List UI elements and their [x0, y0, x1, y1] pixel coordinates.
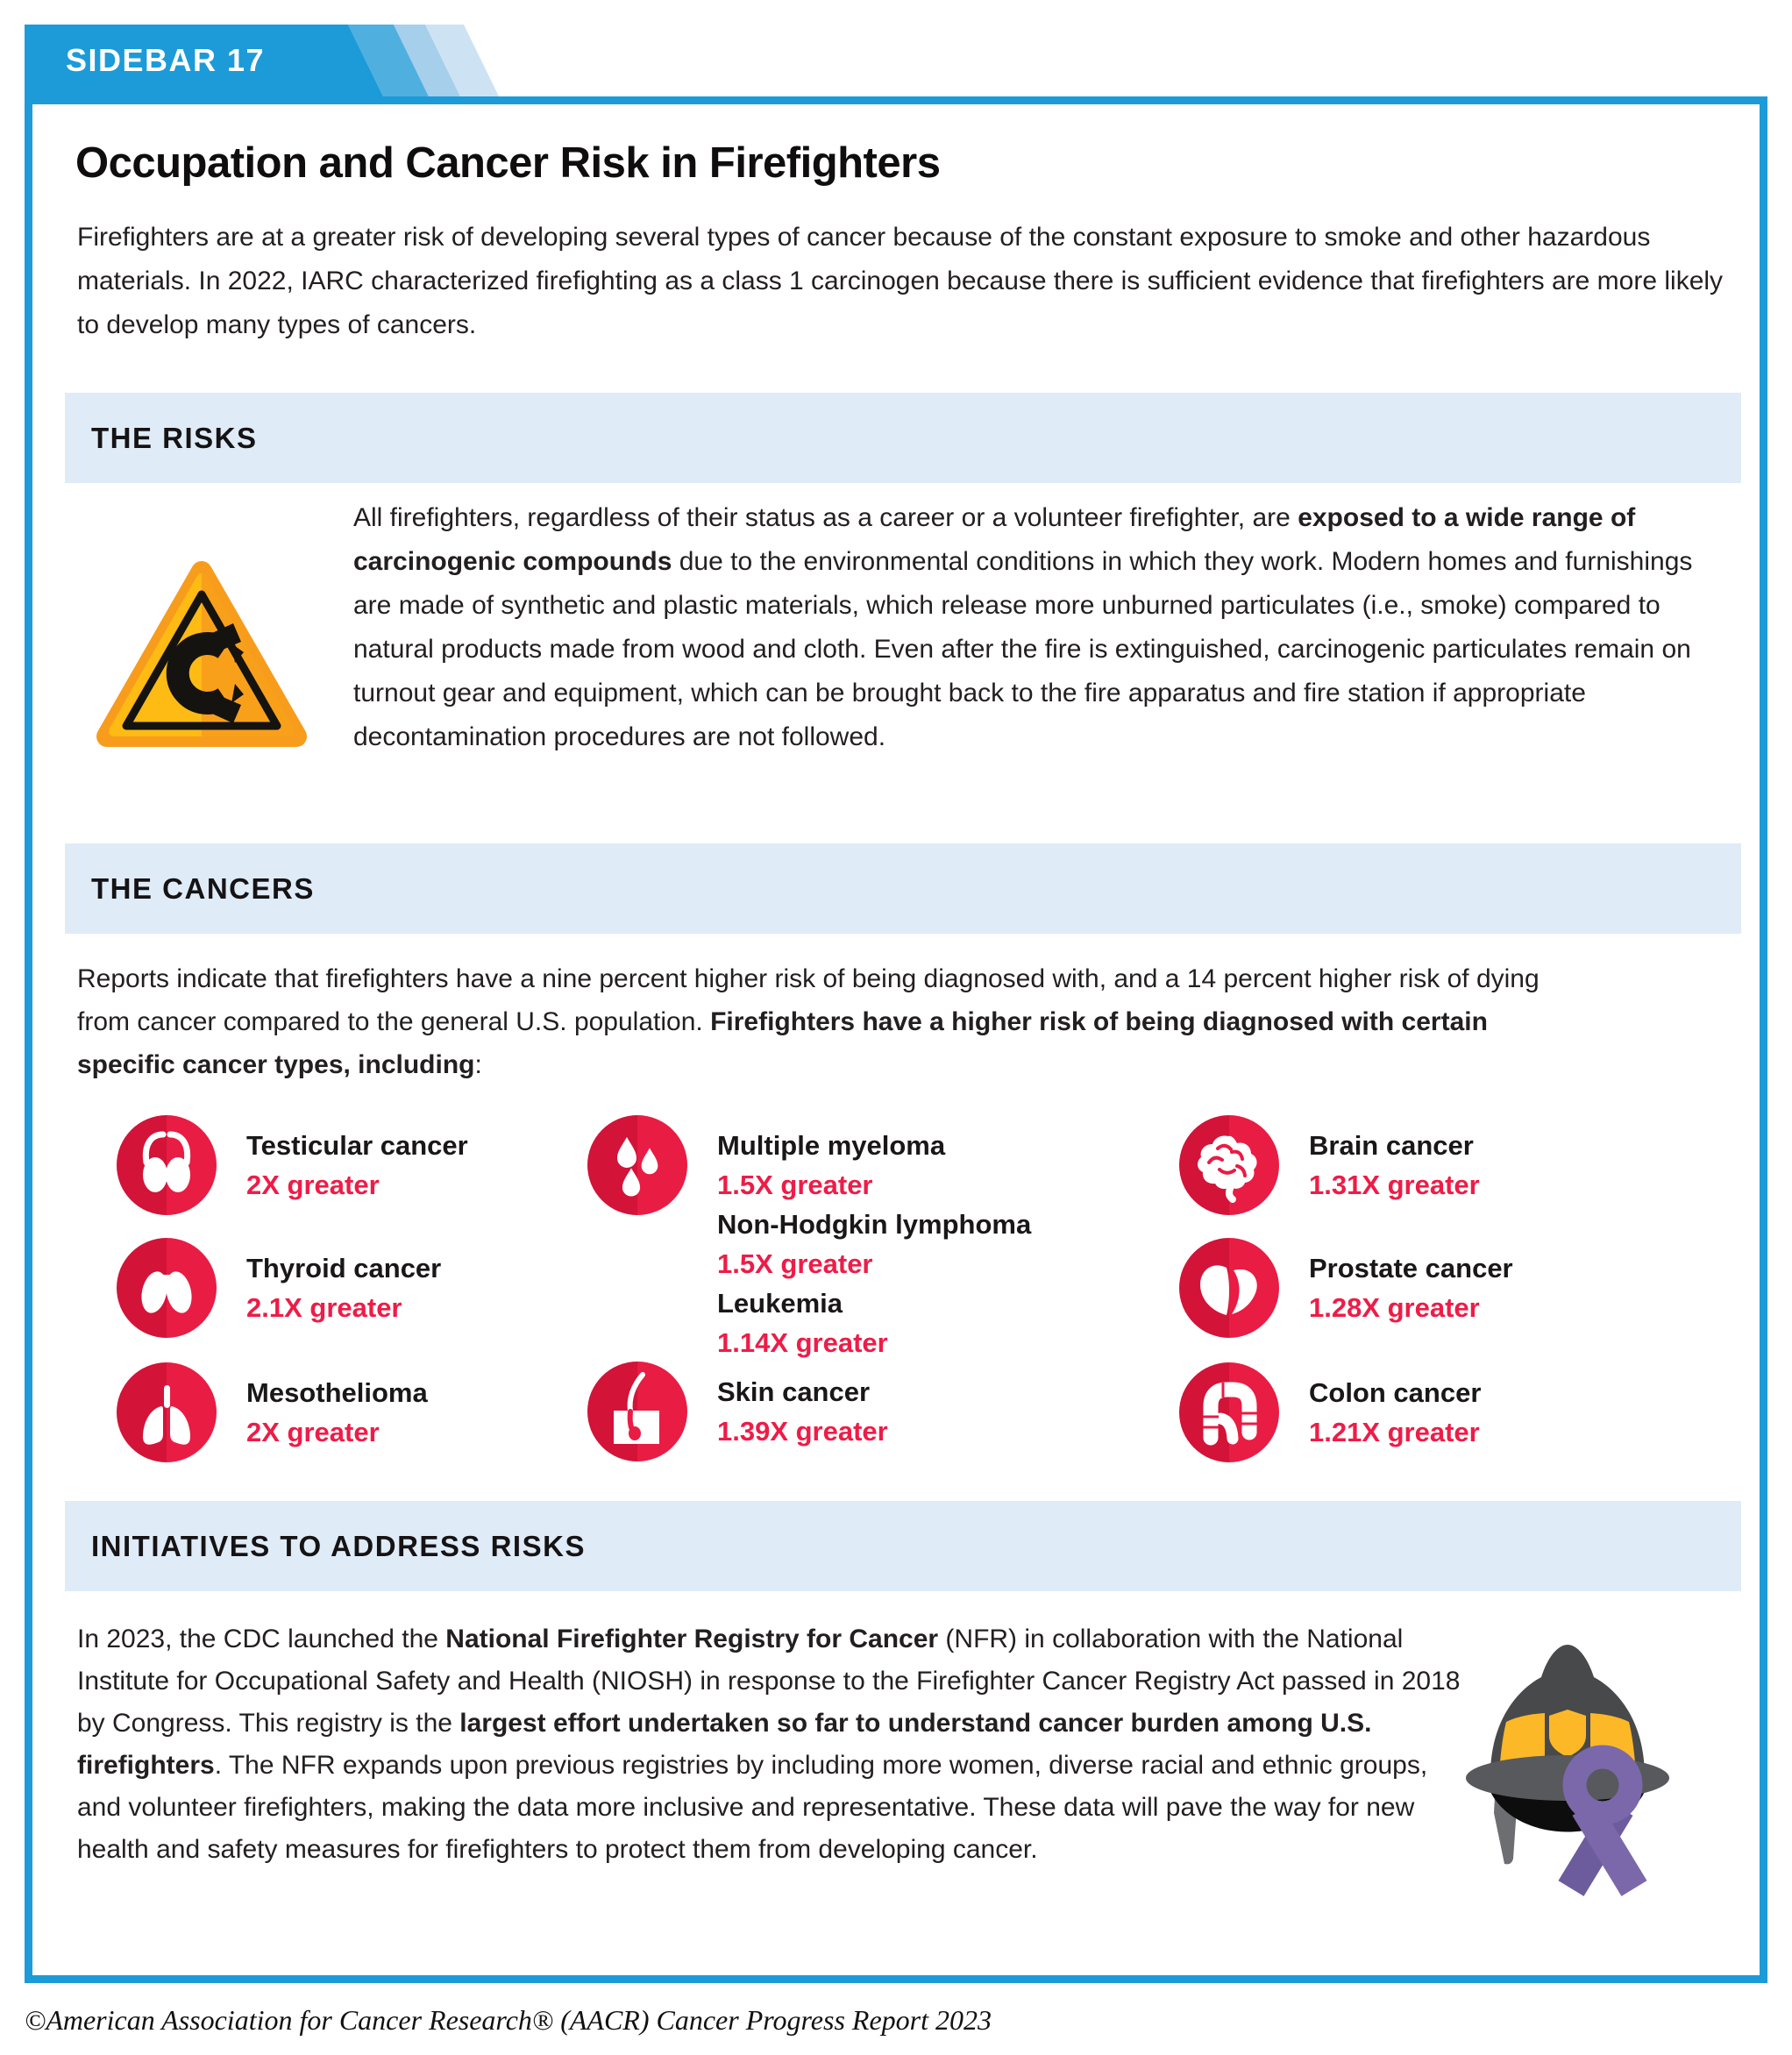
cancer-item-mesothelioma [117, 1362, 428, 1462]
section-band-initiatives [65, 1501, 1741, 1591]
cancer-name: Non-Hodgkin lymphoma [717, 1209, 1032, 1240]
section-heading-initiatives: INITIATIVES TO ADDRESS RISKS [91, 1530, 586, 1562]
cancer-item-prostate [1179, 1238, 1513, 1338]
colon-icon [1179, 1362, 1279, 1462]
firefighter-helmet-ribbon-icon [1462, 1638, 1673, 1901]
cancer-item-colon [1179, 1362, 1481, 1462]
cancer-name: Prostate cancer [1309, 1253, 1513, 1283]
cancer-stat: 2.1X greater [246, 1292, 402, 1323]
cancer-stat: 1.5X greater [717, 1248, 873, 1279]
cancer-name: Testicular cancer [246, 1130, 468, 1161]
cancer-stat: 2X greater [246, 1417, 380, 1447]
cancer-name: Mesothelioma [246, 1377, 428, 1408]
brain-icon [1179, 1115, 1279, 1215]
risks-paragraph: All firefighters, regardless of their status as a career or a volunteer firefighter, are exposed to a wide range of carcinogenic compounds due to the environmental conditions in which they work. Modern homes and furnishings are made of synthetic and plastic materials, which release more unburned particulates (i.e., smoke) compared to natural products made from wood and cloth. Even after the fire is extinguished, carcinogenic particulates remain on turnout gear and equipment, which can be brought back to the fire apparatus and fire station if appropriate decontamination procedures are not followed. [353, 503, 1693, 751]
cancer-stat: 2X greater [246, 1170, 380, 1200]
sidebar-banner-label: SIDEBAR 17 [66, 42, 266, 78]
cancer-name: Multiple myeloma [717, 1130, 946, 1161]
section-heading-risks: THE RISKS [91, 422, 258, 454]
cancer-stat: 1.14X greater [717, 1327, 888, 1358]
cancer-stat: 1.21X greater [1309, 1417, 1480, 1447]
cancer-name: Thyroid cancer [246, 1253, 442, 1283]
cancer-stat: 1.5X greater [717, 1170, 873, 1200]
cancer-name: Leukemia [717, 1288, 843, 1319]
testicles-icon [117, 1115, 217, 1215]
prostate-icon [1179, 1238, 1279, 1338]
cancer-item-brain [1179, 1115, 1480, 1215]
cancers-paragraph: Reports indicate that firefighters have a nine percent higher risk of being diagnosed with, and a 14 percent higher risk of dying from cancer compared to the general U.S. population. Firefighters have a higher risk of being diagnosed with certain specific cancer types, including: [77, 964, 1540, 1079]
cancer-item-thyroid [117, 1238, 441, 1338]
cancer-name: Skin cancer [717, 1376, 871, 1407]
copyright-footer: ©American Association for Cancer Research® (AACR) Cancer Progress Report 2023 [25, 2004, 992, 2036]
intro-paragraph: Firefighters are at a greater risk of developing several types of cancer because of the constant exposure to smoke and other hazardous materials. In 2022, IARC characterized firefighting as a class 1 carcinogen because there is sufficient evidence that firefighters are more likely to develop many types of cancers. [77, 223, 1724, 339]
cancer-stat: 1.31X greater [1309, 1170, 1480, 1200]
cancer-name: Brain cancer [1309, 1130, 1474, 1161]
section-heading-cancers: THE CANCERS [91, 872, 315, 905]
cancer-name: Colon cancer [1309, 1377, 1482, 1408]
thyroid-icon [117, 1238, 217, 1338]
section-band-risks [65, 393, 1741, 483]
initiatives-paragraph: In 2023, the CDC launched the National Firefighter Registry for Cancer (NFR) in collaboration with the National Institute for Occupational Safety and Health (NIOSH) in response to the Firefighter Cancer Registry Act passed in 2018 by Congress. This registry is the largest effort undertaken so far to understand cancer burden among U.S. firefighters. The NFR expands upon previous registries by including more women, diverse racial and ethnic groups, and volunteer firefighters, making the data more inclusive and representative. These data will pave the way for new health and safety measures for firefighters to protect them from developing cancer. [77, 1625, 1461, 1864]
cancer-stat: 1.28X greater [1309, 1292, 1480, 1323]
lungs-icon [117, 1362, 217, 1462]
cancer-item-blood-cancers [587, 1115, 1031, 1362]
cancer-stat: 1.39X greater [717, 1416, 888, 1447]
page-title: Occupation and Cancer Risk in Firefighters [75, 139, 941, 187]
cancer-item-testicular [117, 1115, 468, 1215]
cancer-item-skin [587, 1362, 888, 1461]
carcinogen-warning-icon [91, 552, 312, 759]
section-band-cancers [65, 843, 1741, 934]
blood-drops-icon [587, 1115, 687, 1215]
skin-hair-follicle-icon [587, 1362, 687, 1461]
